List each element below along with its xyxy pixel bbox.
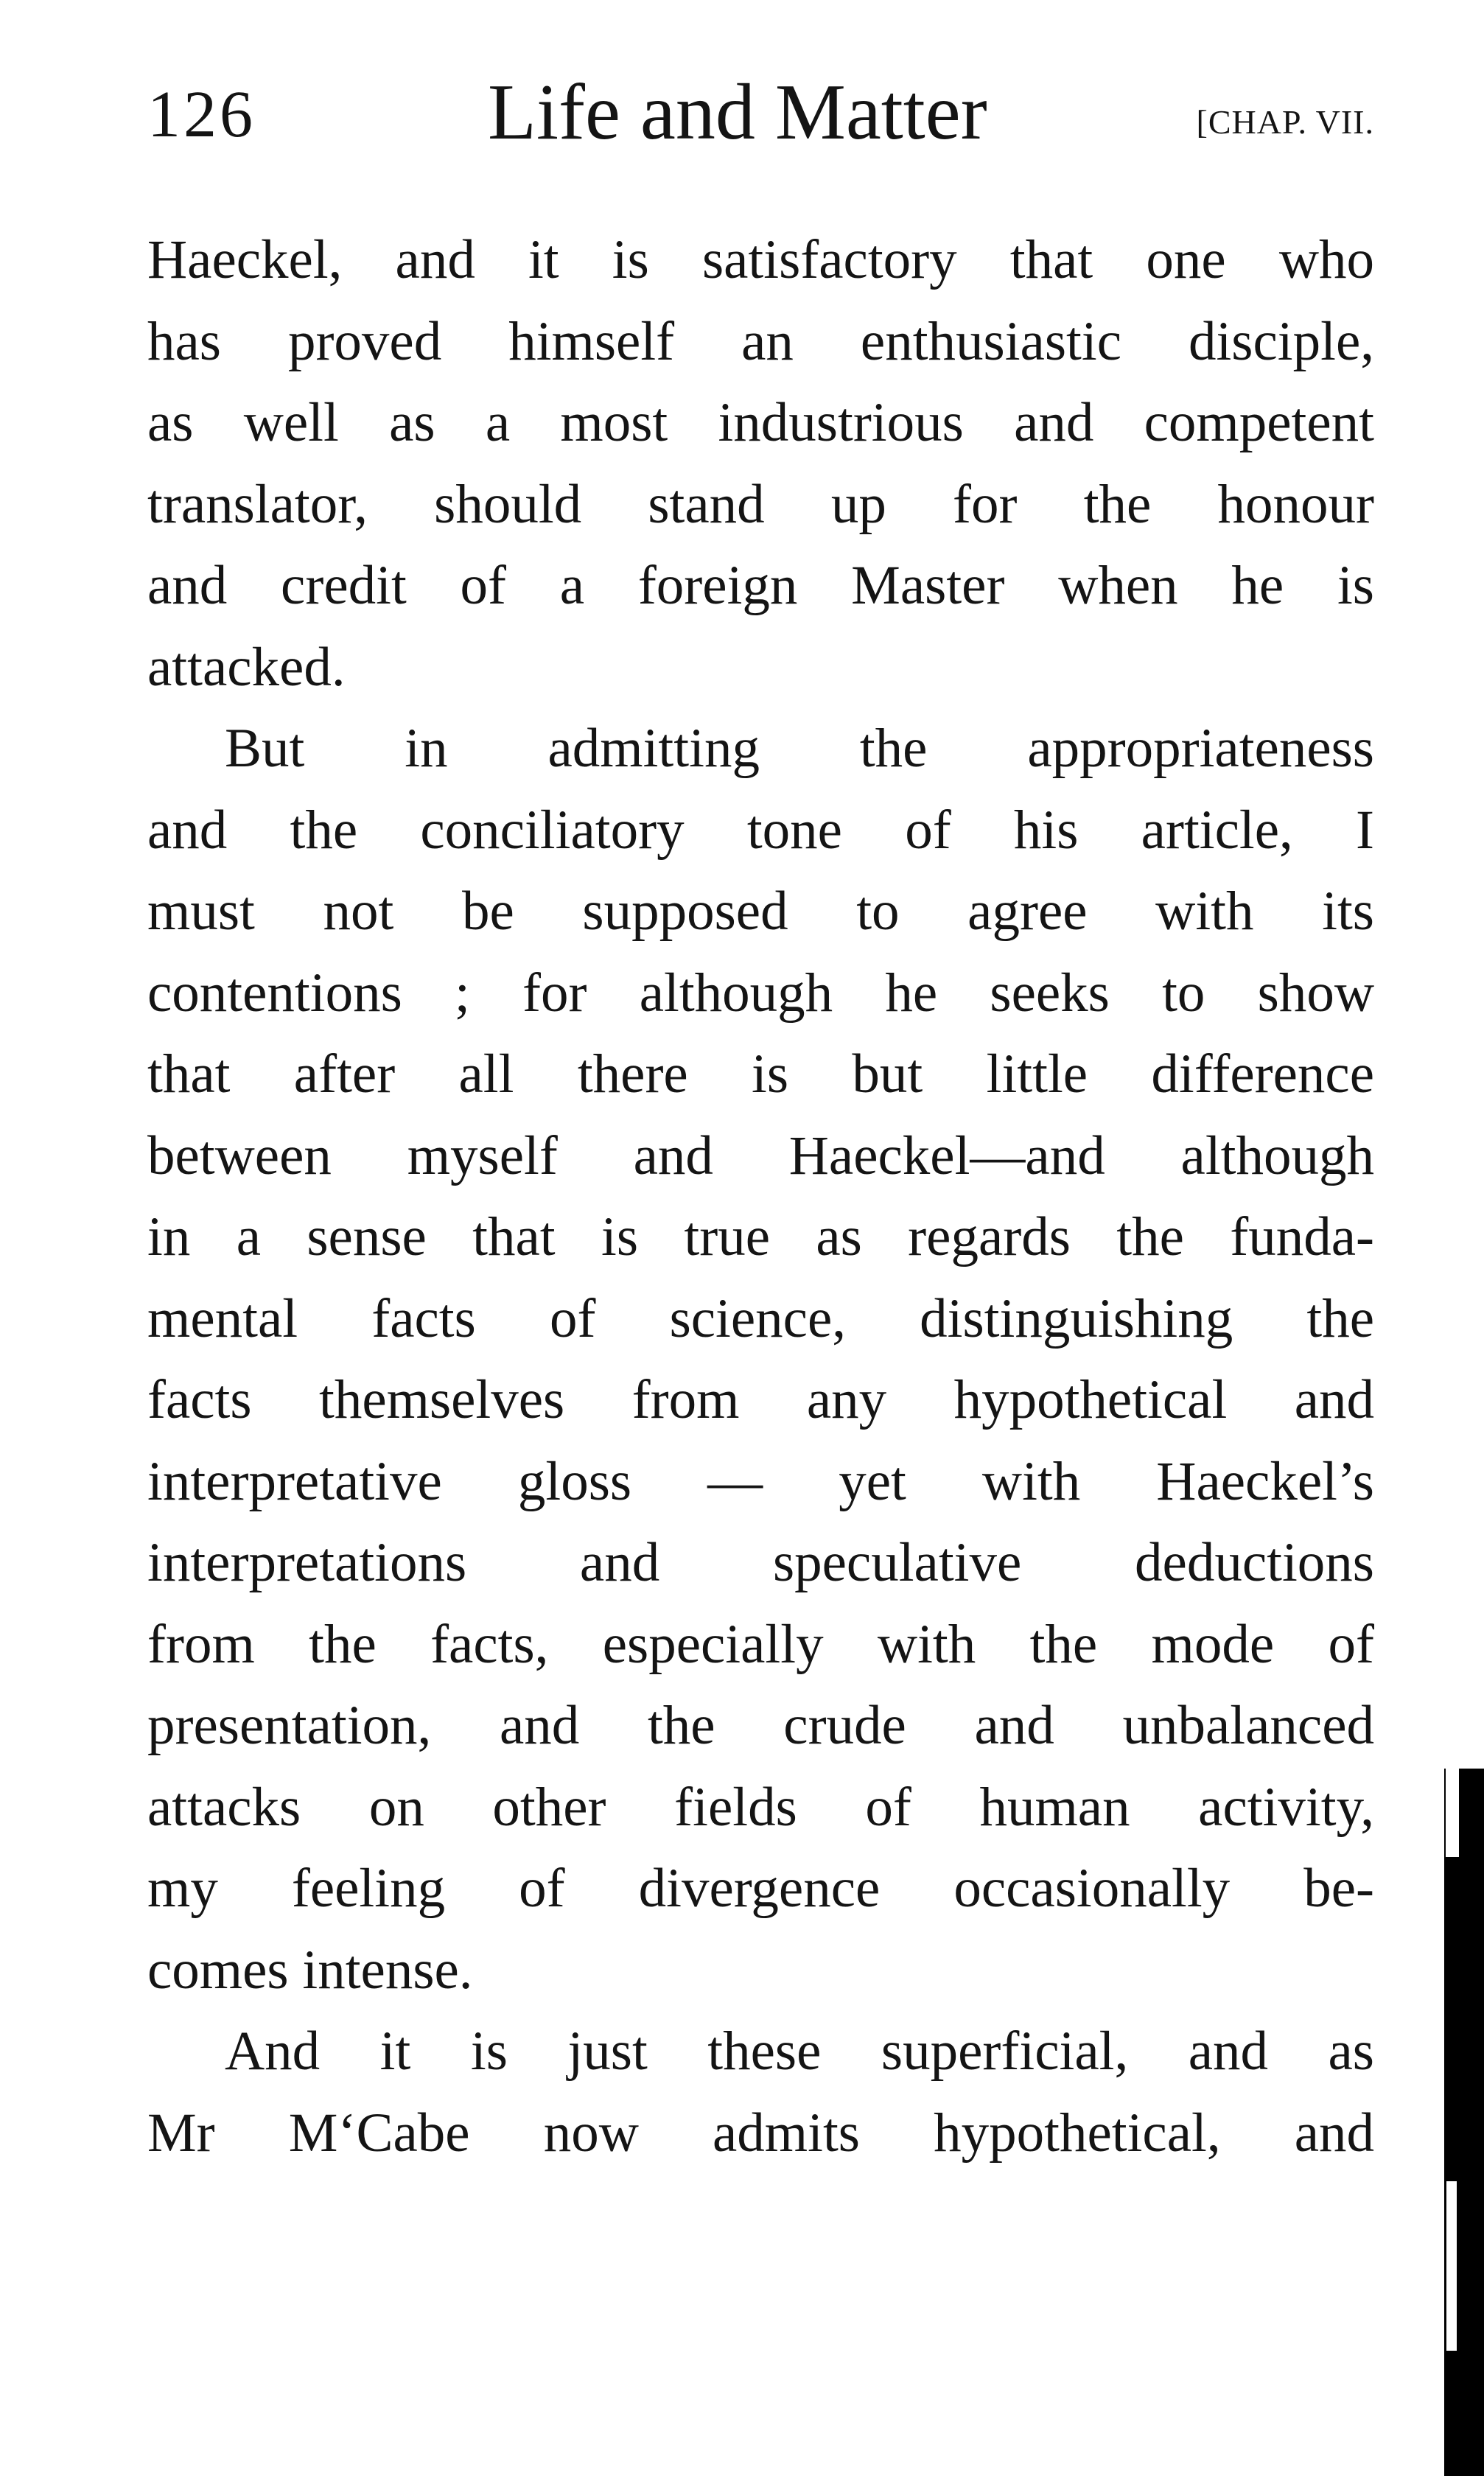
- scan-edge-shadow: [1444, 1769, 1484, 2476]
- page-number: 126: [147, 78, 256, 151]
- paragraph: [147, 2011, 1374, 2174]
- text-line: contentions ; for although he seeks to show: [147, 962, 1374, 1024]
- text-line: Mr M‘Cabe now admits hypothetical, and: [147, 2102, 1374, 2164]
- text-line: attacked.: [147, 636, 346, 698]
- running-title: Life and Matter: [488, 69, 987, 156]
- text-line: attacks on other fields of human activity,: [147, 1776, 1374, 1838]
- text-line: and the conciliatory tone of his article, I: [147, 799, 1374, 861]
- text-line: Haeckel, and it is satisfactory that one who: [147, 229, 1374, 290]
- text-line: But in admitting the appropriateness: [225, 718, 1374, 779]
- text-line: interpretations and speculative deductions: [147, 1532, 1374, 1593]
- text-line: facts themselves from any hypothetical and: [147, 1369, 1374, 1430]
- scan-edge-notch: [1446, 2181, 1457, 2351]
- text-line: comes intense.: [147, 1939, 473, 2001]
- text-line: in a sense that is true as regards the funda-: [147, 1206, 1374, 1267]
- text-line: must not be supposed to agree with its: [147, 881, 1374, 942]
- text-line: and credit of a foreign Master when he is: [147, 555, 1374, 616]
- text-line: has proved himself an enthusiastic disciple,: [147, 310, 1374, 372]
- scan-edge-notch: [1446, 1769, 1459, 1857]
- text-line: translator, should stand up for the honour: [147, 473, 1374, 535]
- text-line: from the facts, especially with the mode of: [147, 1613, 1374, 1675]
- paragraph: [147, 220, 1374, 708]
- text-line: as well as a most industrious and competent: [147, 392, 1374, 453]
- body-text: [147, 220, 1374, 2174]
- text-line: between myself and Haeckel—and although: [147, 1125, 1374, 1186]
- paragraph: [147, 708, 1374, 2011]
- text-line: that after all there is but little difference: [147, 1043, 1374, 1105]
- page-header: [147, 70, 1374, 158]
- chapter-label: [CHAP. VII.: [1196, 103, 1374, 141]
- text-line: And it is just these superficial, and as: [225, 2021, 1374, 2082]
- text-line: my feeling of divergence occasionally be-: [147, 1858, 1374, 1919]
- text-line: mental facts of science, distinguishing the: [147, 1287, 1374, 1349]
- text-line: presentation, and the crude and unbalanced: [147, 1695, 1374, 1756]
- text-line: interpretative gloss — yet with Haeckel’s: [147, 1450, 1374, 1512]
